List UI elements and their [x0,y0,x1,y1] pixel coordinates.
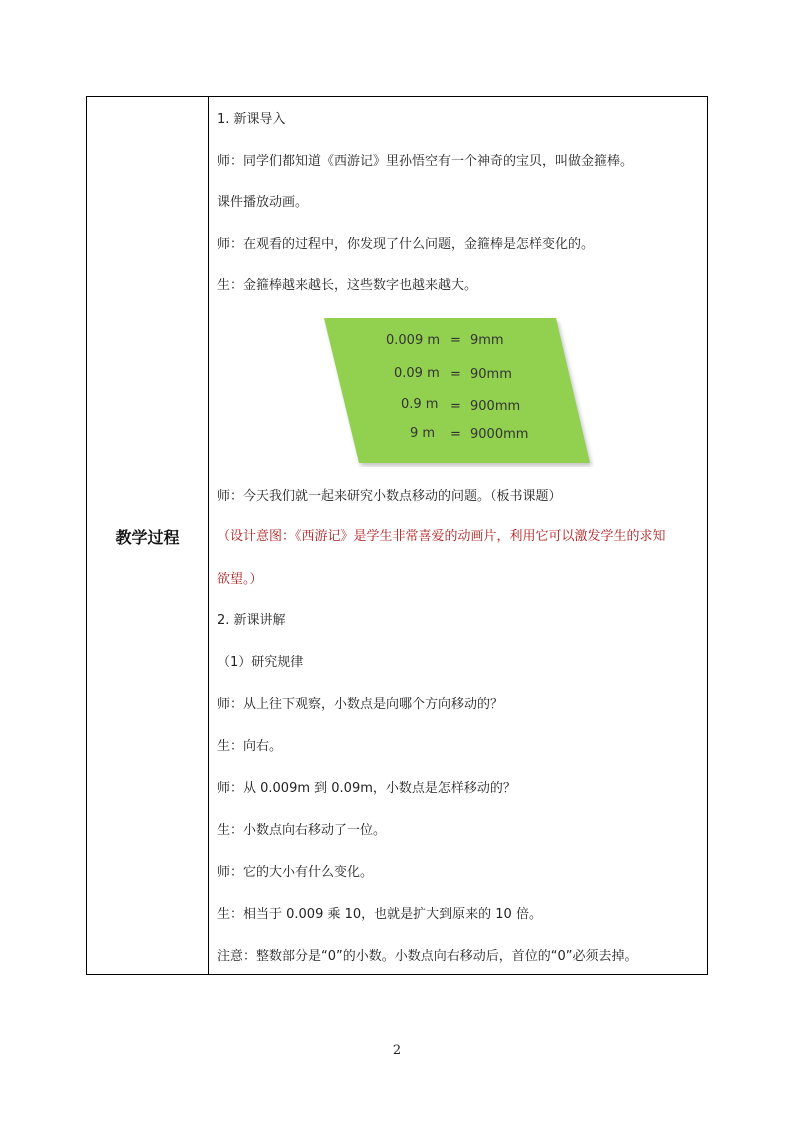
equation-right: 900mm [470,399,521,414]
equation-left: 0.09 m [394,366,440,381]
equation-right: 9000mm [470,427,529,442]
text-line: 师：同学们都知道《西游记》里孙悟空有一个神奇的宝贝，叫做金箍棒。 [217,154,634,169]
text-line: 师：从 0.009m 到 0.09m，小数点是怎样移动的？ [217,781,516,796]
design-intent-line: 欲望。） [217,572,263,587]
column-divider [208,97,209,974]
unit-conversion-graphic [238,315,594,467]
section-label: 教学过程 [115,528,180,547]
equation-sign: = [450,367,461,382]
equation-sign: = [450,333,461,348]
note-line: 注意：整数部分是“0”的小数。小数点向右移动后，首位的“0”必须去掉。 [217,949,638,964]
text-line: 生：金箍棒越来越长，这些数字也越来越大。 [217,278,478,293]
equation-left: 0.9 m [401,397,439,412]
equation-left: 9 m [410,426,436,441]
text-line: 师：在观看的过程中，你发现了什么问题，金箍棒是怎样变化的。 [217,237,595,252]
subheading-study-rule: （1）研究规律 [217,655,304,670]
equation-right: 90mm [470,367,512,382]
equation-sign: = [450,427,461,442]
heading-new-lesson-explain: 2. 新课讲解 [217,613,286,628]
text-line: 师：从上往下观察，小数点是向哪个方向移动的？ [217,697,504,712]
lesson-table [86,96,708,975]
text-line: 生：向右。 [217,739,283,754]
page-number: 2 [392,1043,402,1058]
equation-right: 9mm [470,333,504,348]
text-line: 课件播放动画。 [217,195,309,210]
equation-left: 0.009 m [386,333,441,348]
text-line: 生：小数点向右移动了一位。 [217,823,387,838]
heading-new-lesson-intro: 1. 新课导入 [217,112,286,127]
design-intent-line: （设计意图：《西游记》是学生非常喜爱的动画片，利用它可以激发学生的求知 [217,529,666,544]
text-line: 师：它的大小有什么变化。 [217,865,374,880]
text-line: 师：今天我们就一起来研究小数点移动的问题。（板书课题） [217,489,562,504]
text-line: 生：相当于 0.009 乘 10，也就是扩大到原来的 10 倍。 [217,907,542,922]
equation-sign: = [450,399,461,414]
section-label-cell [87,97,208,974]
